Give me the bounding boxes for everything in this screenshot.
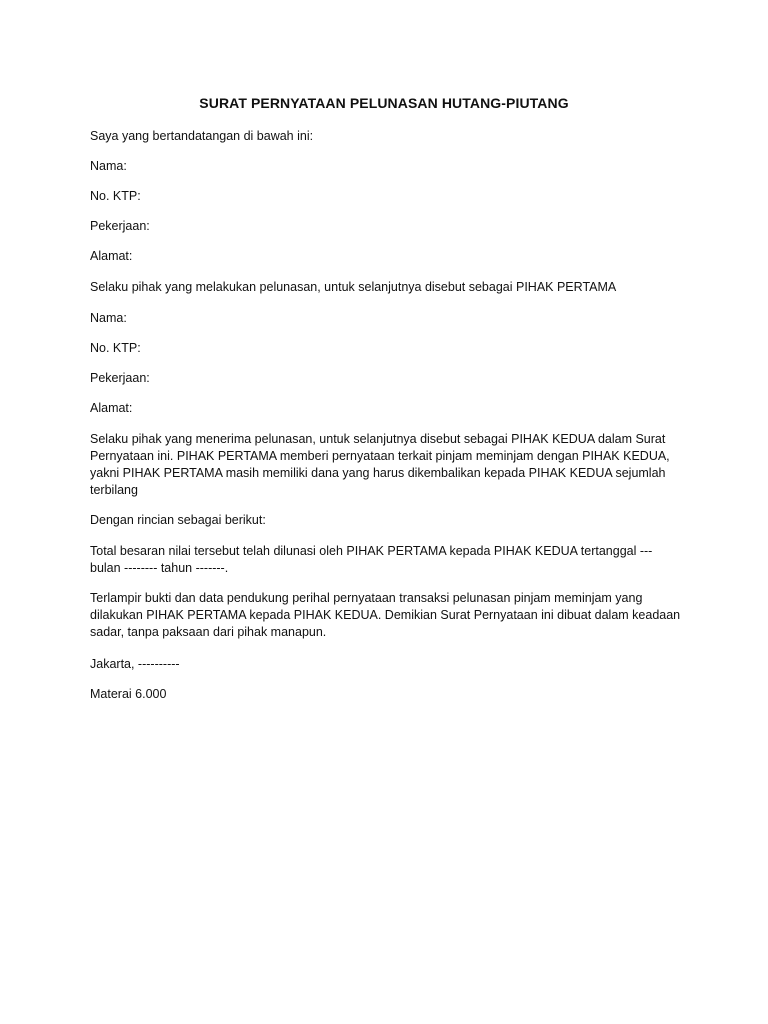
- first-party-job-label: Pekerjaan:: [90, 219, 150, 233]
- paragraph-line: Selaku pihak yang menerima pelunasan, untuk selanjutnya disebut sebagai PIHAK KEDUA dalam Surat: [90, 432, 666, 446]
- details-intro: Dengan rincian sebagai berikut:: [90, 513, 266, 527]
- paragraph-line: terbilang: [90, 483, 138, 497]
- paragraph-line: Terlampir bukti dan data pendukung perihal pernyataan transaksi pelunasan pinjam meminjam yang: [90, 591, 643, 605]
- second-party-role-statement: [90, 431, 690, 499]
- second-party-address-label: Alamat:: [90, 401, 133, 415]
- stamp-label: Materai 6.000: [90, 687, 167, 701]
- paragraph-line: dilakukan PIHAK PERTAMA kepada PIHAK KEDUA. Demikian Surat Pernyataan ini dibuat dalam keadaan: [90, 608, 681, 622]
- settlement-paragraph: [90, 543, 690, 577]
- document-title: SURAT PERNYATAAN PELUNASAN HUTANG-PIUTANG: [199, 95, 569, 111]
- first-party-name-label: Nama:: [90, 159, 127, 173]
- paragraph-line: sadar, tanpa paksaan dari pihak manapun.: [90, 625, 327, 639]
- closing-paragraph: [90, 590, 690, 641]
- place-date: Jakarta, ----------: [90, 657, 180, 671]
- paragraph-line: Pernyataan ini. PIHAK PERTAMA memberi pernyataan terkait pinjam meminjam dengan PIHAK KEDUA,: [90, 449, 670, 463]
- first-party-role-statement: Selaku pihak yang melakukan pelunasan, untuk selanjutnya disebut sebagai PIHAK PERTAMA: [90, 280, 617, 294]
- first-party-ktp-label: No. KTP:: [90, 189, 141, 203]
- intro-text: Saya yang bertandatangan di bawah ini:: [90, 129, 314, 143]
- first-party-address-label: Alamat:: [90, 249, 133, 263]
- second-party-ktp-label: No. KTP:: [90, 341, 141, 355]
- paragraph-line: yakni PIHAK PERTAMA masih memiliki dana yang harus dikembalikan kepada PIHAK KEDUA sejumlah: [90, 466, 666, 480]
- second-party-name-label: Nama:: [90, 311, 127, 325]
- paragraph-line: bulan -------- tahun -------.: [90, 561, 229, 575]
- second-party-job-label: Pekerjaan:: [90, 371, 150, 385]
- paragraph-line: Total besaran nilai tersebut telah dilunasi oleh PIHAK PERTAMA kepada PIHAK KEDUA tertanggal ---: [90, 544, 653, 558]
